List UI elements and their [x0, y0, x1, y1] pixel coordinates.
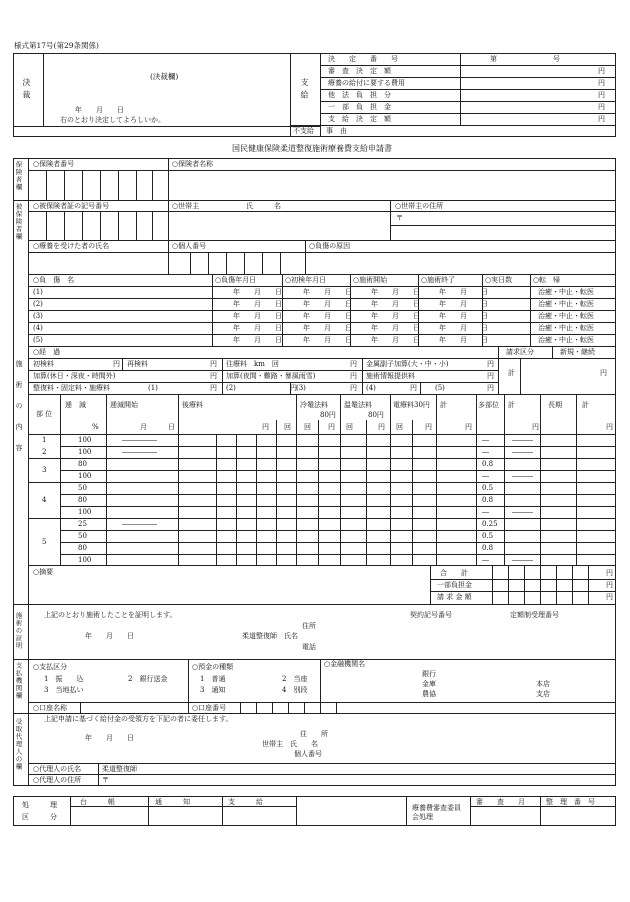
detail-pct: 80 — [78, 460, 87, 468]
shokenryo-label: 初検料 — [33, 360, 54, 368]
injury-date: 年 月 日 — [371, 288, 420, 296]
injury-header: ○転 帰 — [533, 276, 561, 284]
num-label: (5) — [435, 384, 445, 392]
detail-tabui: ― — [482, 556, 489, 564]
shimei-label: 氏 名 — [246, 202, 281, 210]
nokyo-label: 農協 — [422, 690, 436, 698]
hokensha-name-label: ○保険者名称 — [172, 160, 214, 168]
sejutsu-naiyo-label: 施術の内容 — [15, 360, 23, 465]
onan-header: 温罨法料 — [344, 401, 372, 409]
detail-pct: 100 — [78, 556, 92, 564]
shikyu-row-label: 一 部 負 担 金 — [328, 103, 391, 111]
detail-bui: 2 — [42, 448, 47, 456]
yen-header: 円 — [465, 423, 472, 431]
detail-tabui: 0.5 — [482, 484, 494, 492]
reian-header: 冷罨法料 — [300, 401, 328, 409]
yen-unit: 円 — [606, 593, 613, 601]
yen-unit: 円 — [606, 569, 613, 577]
tekiyo-label: ○摘要 — [33, 568, 54, 576]
kinzoku-label: 金属副子加算(大・中・小) — [366, 360, 449, 368]
seikyu-label: 請 求 金 額 — [437, 593, 472, 601]
seiri-no-label: 整 理 番 号 — [546, 798, 595, 806]
injury-date: 年 月 日 — [371, 300, 420, 308]
kojin-label: ○個人番号 — [172, 242, 207, 250]
yen-unit: 円 — [606, 581, 613, 589]
yen-unit: 円 — [210, 360, 217, 368]
hihokensha-label: 被保険者欄 — [14, 203, 23, 241]
kessai-approve: 右のとおり決定してよろしいか。 — [60, 116, 165, 124]
jiyu-label: 事 由 — [326, 127, 347, 135]
shikyu-label: 支 給 — [300, 78, 309, 100]
kubun-label: 区 分 — [22, 813, 57, 821]
yen-unit: 円 — [350, 372, 357, 380]
hokensha-label: 保険者欄 — [14, 161, 23, 191]
shomei-seifukushi: 柔道整復師 氏名 — [242, 632, 298, 640]
injury-row-number: (3) — [33, 312, 43, 320]
detail-tabui: ― — [482, 472, 489, 480]
shomei-jusho: 住所 — [302, 622, 316, 630]
detail-pct: 25 — [78, 520, 87, 528]
dairi-postal: 〒 — [102, 776, 109, 784]
detail-tabui: 0.25 — [482, 520, 498, 528]
day-header: 日 — [168, 423, 175, 431]
injury-tenki: 治癒・中止・転医 — [538, 312, 594, 320]
dairi-jusho: 住 所 — [300, 730, 328, 738]
detail-tabui: 0.8 — [482, 544, 494, 552]
shikyu-row-label: 他 法 負 担 分 — [328, 91, 391, 99]
yen-header: 円 — [378, 423, 385, 431]
yen-header: 円 — [425, 423, 432, 431]
keika-label: ○経 過 — [33, 348, 61, 356]
seikyu-kubun-label: 請求区分 — [506, 348, 534, 356]
yokin-4: 4 別段 — [282, 686, 308, 694]
detail-tabui: 0.5 — [482, 532, 494, 540]
shomei-text: 上記のとおり施術したことを証明します。 — [44, 611, 177, 619]
shikyu-label-footer: 支 給 — [228, 798, 263, 806]
kessai-field: (決裁欄) — [150, 72, 179, 81]
detail-choki: ――― — [512, 556, 533, 564]
shikyu-row-label: 決 定 番 号 — [328, 55, 398, 63]
injury-date: 年 月 日 — [371, 324, 420, 332]
yen-unit: 円 — [350, 360, 357, 368]
injury-tenki: 治癒・中止・転医 — [538, 300, 594, 308]
yen-unit: 円 — [350, 384, 357, 392]
shikyu-row-value: 円 — [598, 67, 605, 75]
detail-bui: 5 — [42, 538, 47, 546]
dairi-date: 年 月 日 — [85, 734, 134, 742]
detail-tabui: ― — [482, 448, 489, 456]
shikyu-row-value: 円 — [598, 79, 605, 87]
detail-bui: 3 — [42, 466, 47, 474]
dairi-shimei-label: ○代理人の氏名 — [33, 765, 82, 773]
detail-teigen-start: ――――― — [122, 448, 157, 456]
dairi-kojin: 個人番号 — [294, 750, 322, 758]
keika-total-yen: 円 — [600, 369, 607, 377]
injury-date: 年 月 日 — [303, 336, 352, 344]
dairi-setainushi: 世帯主 氏 名 — [262, 740, 318, 748]
dairi-shimei-value: 柔道整復師 — [102, 765, 137, 773]
shikyu-row-value: 第 号 — [490, 55, 560, 63]
injury-tenki: 治癒・中止・転医 — [538, 336, 594, 344]
detail-pct: 100 — [78, 472, 92, 480]
kigo-label: ○被保険者証の記号番号 — [33, 202, 110, 210]
injury-date: 年 月 日 — [439, 312, 488, 320]
detail-choki: ――― — [512, 448, 533, 456]
injury-row-number: (2) — [33, 300, 43, 308]
yen-unit: 円 — [487, 360, 494, 368]
injury-date: 年 月 日 — [439, 300, 488, 308]
detail-tabui: 0.8 — [482, 496, 494, 504]
injury-header: ○施術開始 — [353, 276, 388, 284]
shinki-keizoku: 新規・継続 — [560, 348, 595, 356]
shikyu-row-label: 審 査 決 定 額 — [328, 67, 391, 75]
injury-header: ○負傷年月日 — [215, 276, 257, 284]
num-label: (4) — [366, 384, 376, 392]
shinsa-month-label: 審 査 月 — [476, 798, 525, 806]
kei-header: 計 — [582, 401, 589, 409]
dairi-label: 受取代理人の欄 — [14, 718, 23, 771]
yen-header: 円 — [532, 423, 539, 431]
yen-unit: 円 — [290, 384, 297, 392]
injury-row-number: (5) — [33, 336, 43, 344]
kasan2-label: 加算(夜間・難路・暴風雨雪) — [226, 372, 316, 380]
detail-choki: ――― — [512, 436, 533, 444]
injury-header: ○負 傷 名 — [33, 276, 75, 284]
shomei-label: 施術の証明 — [14, 612, 23, 650]
teigen-header: 逓 減 — [65, 401, 86, 409]
detail-teigen-start: ――――― — [122, 520, 157, 528]
injury-date: 年 月 日 — [303, 324, 352, 332]
detail-pct: 100 — [78, 448, 92, 456]
injury-date: 年 月 日 — [233, 324, 282, 332]
goukei-label: 合 計 — [440, 569, 468, 577]
injury-header: ○施術終了 — [421, 276, 456, 284]
injury-row-number: (1) — [33, 288, 43, 296]
juryo-label: 定額制受理番号 — [510, 611, 559, 619]
yen-header: 円 — [328, 423, 335, 431]
kubun-label: ○支払区分 — [33, 663, 68, 671]
meigi-label: ○口座名称 — [33, 704, 68, 712]
kai-header: 回 — [304, 423, 311, 431]
injury-date: 年 月 日 — [439, 288, 488, 296]
detail-pct: 50 — [78, 532, 87, 540]
num-label: (3) — [296, 384, 306, 392]
num-label: (1) — [148, 384, 158, 392]
shikyu-row-value: 円 — [598, 115, 605, 123]
kubun-2: 2 銀行送金 — [128, 675, 168, 683]
yen-unit: 円 — [210, 372, 217, 380]
genin-label: ○負傷の原因 — [309, 242, 351, 250]
kei-header: 計 — [440, 401, 447, 409]
yen-header: 円 — [262, 423, 269, 431]
choki-header: 長期 — [548, 401, 562, 409]
detail-pct: 50 — [78, 484, 87, 492]
yen-header: 円 — [606, 423, 613, 431]
detail-tabui: ― — [482, 436, 489, 444]
kouza-label: ○口座番号 — [192, 704, 227, 712]
hokensha-no-label: ○保険者番号 — [33, 160, 75, 168]
detail-pct: 100 — [78, 436, 92, 444]
yen-unit: 円 — [487, 384, 494, 392]
yen-unit: 円 — [210, 384, 217, 392]
injury-date: 年 月 日 — [233, 312, 282, 320]
shinsa-committee-label: 療養費審査委員会処理 — [412, 804, 461, 822]
setainushi-label: ○世帯主 — [172, 202, 200, 210]
daicho-label: 台 帳 — [80, 798, 115, 806]
detail-tabui: ― — [482, 508, 489, 516]
injury-date: 年 月 日 — [233, 288, 282, 296]
shiten-label: 支店 — [536, 690, 550, 698]
injury-tenki: 治癒・中止・転医 — [538, 288, 594, 296]
ryoyosha-label: ○療養を受けた者の氏名 — [33, 242, 110, 250]
fushikyu-label: 不支給 — [293, 127, 314, 135]
shomei-denwa: 電話 — [302, 643, 316, 651]
injury-date: 年 月 日 — [439, 336, 488, 344]
injury-date: 年 月 日 — [233, 300, 282, 308]
pct-header: % — [92, 423, 99, 431]
oushin-label: 往療料 km 回 — [226, 360, 279, 368]
kessai-label: 決 裁 — [22, 78, 31, 100]
bui-header: 部 位 — [36, 410, 53, 418]
ichibu-label: 一部負担金 — [437, 581, 472, 589]
detail-teigen-start: ――――― — [122, 436, 157, 444]
detail-pct: 100 — [78, 508, 92, 516]
yen-unit: 円 — [410, 384, 417, 392]
ginko-label: 銀行 — [422, 670, 436, 678]
dairi-jusho-label: ○代理人の住所 — [33, 776, 82, 784]
detail-bui: 4 — [42, 496, 47, 504]
shikyu-row-value: 円 — [598, 91, 605, 99]
injury-date: 年 月 日 — [371, 312, 420, 320]
yen-unit: 円 — [113, 360, 120, 368]
injury-date: 年 月 日 — [303, 300, 352, 308]
dairi-text: 上記申請に基づく給付金の受領方を下記の者に委任します。 — [44, 715, 233, 723]
honten-label: 本店 — [536, 680, 550, 688]
injury-date: 年 月 日 — [233, 336, 282, 344]
kasan-label: 加算(休日・深夜・時間外) — [33, 372, 116, 380]
shikyu-row-label: 支 給 決 定 額 — [328, 115, 391, 123]
tsuchi-label: 通 知 — [155, 798, 190, 806]
yokin-3: 3 通知 — [200, 686, 226, 694]
teigen-start-header: 逓減開始 — [110, 401, 138, 409]
page-title: 国民健康保険柔道整復施術療養費支給申請書 — [232, 144, 392, 153]
yen-unit: 円 — [487, 372, 494, 380]
injury-date: 年 月 日 — [371, 336, 420, 344]
kai-header: 回 — [396, 423, 403, 431]
kessai-date: 年 月 日 — [75, 106, 124, 114]
injury-header: ○初検年月日 — [285, 276, 327, 284]
month-header: 月 — [140, 423, 147, 431]
yokin-label: ○預金の種類 — [192, 663, 234, 671]
injury-row-number: (4) — [33, 324, 43, 332]
yokin-1: 1 普通 — [200, 675, 226, 683]
kinyu-label: ○金融機関名 — [324, 660, 366, 668]
shikyu-row-label: 療養の給付に要する費用 — [328, 79, 405, 87]
injury-date: 年 月 日 — [439, 324, 488, 332]
keiyaku-label: 契約記号番号 — [410, 611, 452, 619]
kubun-1: 1 振 込 — [44, 675, 84, 683]
saikenryo-label: 再検料 — [127, 360, 148, 368]
injury-tenki: 治癒・中止・転医 — [538, 324, 594, 332]
kinko-label: 金庫 — [422, 680, 436, 688]
injury-date: 年 月 日 — [303, 312, 352, 320]
shikyu-row-value: 円 — [598, 103, 605, 111]
injury-date: 年 月 日 — [303, 288, 352, 296]
detail-choki: ――― — [512, 472, 533, 480]
form-number: 様式第17号(第29条関係) — [14, 41, 99, 50]
koryo-header: 後療料 — [182, 401, 203, 409]
postal-label: 〒 — [396, 214, 403, 222]
tabui-header: 多部位 — [478, 401, 499, 409]
detail-pct: 80 — [78, 496, 87, 504]
reian-80: 80円 — [320, 411, 336, 419]
address-label: ○世帯主の住所 — [395, 202, 444, 210]
injury-header: ○実日数 — [485, 276, 513, 284]
onan-80: 80円 — [368, 411, 384, 419]
detail-choki: ――― — [512, 508, 533, 516]
kei-header: 計 — [508, 401, 515, 409]
detail-tabui: 0.8 — [482, 460, 494, 468]
detail-pct: 80 — [78, 544, 87, 552]
shiharai-label: 支払機関欄 — [14, 662, 23, 700]
detail-bui: 1 — [42, 436, 47, 444]
shomei-date: 年 月 日 — [85, 632, 134, 640]
shori-label: 処 理 — [22, 801, 57, 809]
kai-header: 回 — [346, 423, 353, 431]
joho-label: 施術情報提供料 — [366, 372, 415, 380]
kai-header: 回 — [284, 423, 291, 431]
kubun-3: 3 当地払い — [44, 686, 84, 694]
seifuku-label: 整復料・固定料・施療料 — [33, 384, 110, 392]
keika-total-label: 計 — [508, 369, 515, 377]
denki-header: 電療料30円 — [393, 401, 430, 409]
yokin-2: 2 当座 — [282, 675, 308, 683]
num-label: (2) — [226, 384, 236, 392]
